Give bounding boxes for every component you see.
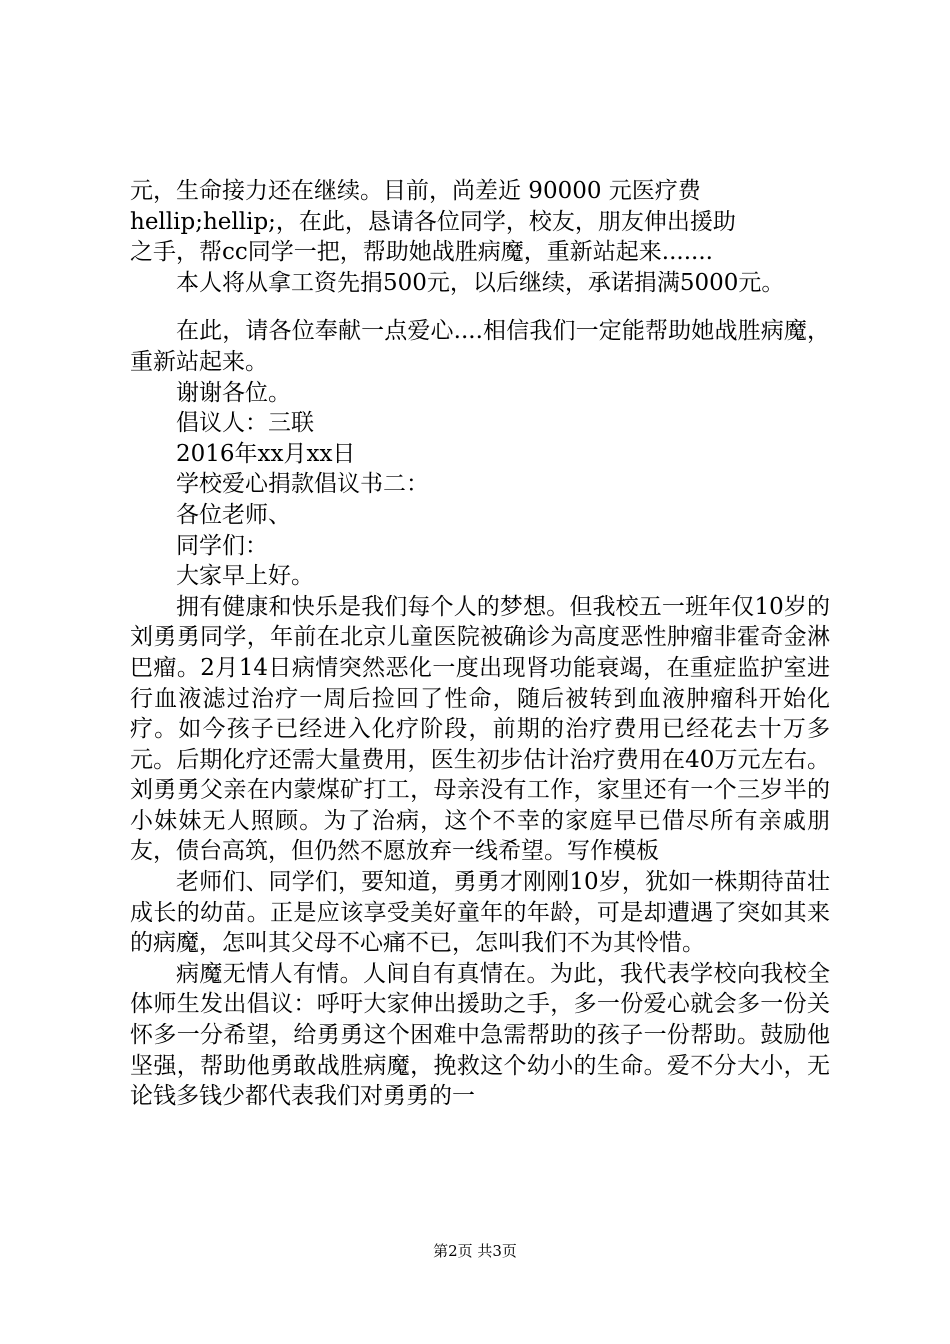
- paragraph: 各位老师、: [176, 501, 291, 528]
- paragraph: 同学们：: [176, 532, 268, 559]
- document-body: [130, 176, 830, 1112]
- paragraph: 在此，请各位奉献一点爱心....相信我们一定能帮助她战胜病魔，重新站起来。: [130, 318, 830, 375]
- paragraph: 倡议人：三联: [176, 410, 314, 437]
- paragraph-gap: [130, 298, 830, 316]
- paragraph: 谢谢各位。: [176, 379, 291, 406]
- page-footer: [0, 1241, 950, 1261]
- paragraph: 老师们、同学们，要知道，勇勇才刚刚10岁，犹如一株期待苗壮成长的幼苗。正是应该享受美好童年的年龄，可是却遭遇了突如其来的病魔，怎叫其父母不心痛不已，怎叫我们不为其怜惜。: [130, 869, 830, 957]
- paragraph: 2016年xx月xx日: [176, 440, 356, 467]
- paragraph: 本人将从拿工资先捐500元，以后继续，承诺捐满5000元。: [176, 269, 785, 296]
- paragraph-line: 之手，帮cc同学一把，帮助她战胜病魔，重新站起来.......: [130, 239, 713, 266]
- paragraph: 大家早上好。: [176, 563, 314, 590]
- paragraph: 病魔无情人有情。人间自有真情在。为此，我代表学校向我校全体师生发出倡议：呼吁大家伸出援助之手，多一份爱心就会多一份关怀多一分希望，给勇勇这个困难中急需帮助的孩子一份帮助。鼓励他坚强，帮助他勇敢战胜病魔，挽救这个幼小的生命。爱不分大小，无论钱多钱少都代表我们对勇勇的一: [130, 960, 830, 1110]
- paragraph: [130, 176, 830, 268]
- paragraph-line: hellip;hellip;，在此，恳请各位同学，校友，朋友伸出援助: [130, 208, 736, 235]
- page-number: 第2页 共3页: [433, 1242, 517, 1260]
- paragraph: 拥有健康和快乐是我们每个人的梦想。但我校五一班年仅10岁的刘勇勇同学，年前在北京儿童医院被确诊为高度恶性肿瘤非霍奇金淋巴瘤。2月14日病情突然恶化一度出现肾功能衰竭，在重症监护室进行血液滤过治疗一周后捡回了性命，随后被转到血液肿瘤科开始化疗。如今孩子已经进入化疗阶段，前期的治疗费用已经花去十万多元。后期化疗还需大量费用，医生初步估计治疗费用在40万元左右。刘勇勇父亲在内蒙煤矿打工，母亲没有工作，家里还有一个三岁半的小妹妹无人照顾。为了治病，这个不幸的家庭早已借尽所有亲戚朋友，债台高筑，但仍然不愿放弃一线希望。写作模板: [130, 593, 830, 865]
- paragraph: 学校爱心捐款倡议书二：: [176, 471, 429, 498]
- paragraph-line: 元，生命接力还在继续。目前，尚差近 90000 元医疗费: [130, 178, 701, 204]
